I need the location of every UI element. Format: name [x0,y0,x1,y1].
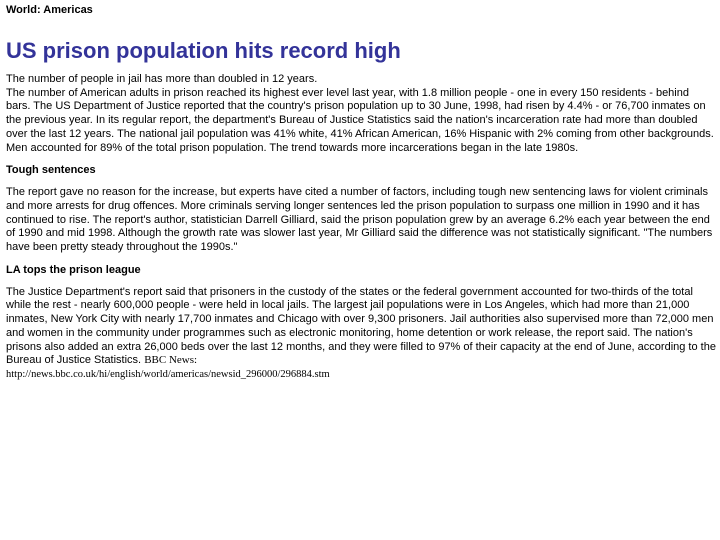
paragraph-la-tops [6,286,716,368]
section-label: World: Americas [6,4,93,16]
subheading-tough-sentences: Tough sentences [6,164,96,177]
source-url: http://news.bbc.co.uk/hi/english/world/americas/newsid_296000/296884.stm [6,368,330,380]
subheading-la-tops: LA tops the prison league [6,263,141,276]
page-title: US prison population hits record high [6,38,401,63]
intro-body: The number of American adults in prison reached its highest ever level last year, with 1.8 million people - one in every 150 residents - behind bars. The US Department of Justice reported that the country's prison population up to 30 June, 1998, had risen by 4.4% - or 76,700 inmates on the previous year. In its regular report, the department's Bureau of Justice Statistics said the nation's incarceration rate had more than doubled over the last 12 years. The national jail population was 41% white, 41% African American, 16% Hispanic with 2% coming from other backgrounds. Men accounted for 89% of the total prison population. The trend towards more incarcerations began in the late 1980s. [6,86,714,154]
paragraph-tough-sentences: The report gave no reason for the increase, but experts have cited a number of factors, including tough new sentencing laws for violent criminals and more arrests for drug offences. More criminals serving longer sentences led the prison population to surpass one million in 1990 and it has continued to rise. The report's author, statistician Darrell Gilliard, said the prison population grew by an average 6.2% each year between the end of 1990 and mid 1998. Although the growth rate was slower last year, Mr Gilliard said the difference was not statistically significant. "The numbers have been pretty steady throughout the 1990s." [6,186,713,254]
paragraph-la-tops-text: The Justice Department's report said that prisoners in the custody of the states or the federal government accounted for two-thirds of the total while the rest - nearly 600,000 people - were held in local jails. The largest jail populations were in Los Angeles, which had more than 21,000 inmates, New York City with nearly 17,700 inmates and Chicago with over 9,300 prisoners. Jail authorities also supervised more than 72,000 men and women in the community under programmes such as electronic monitoring, home detention or work release, the report said. The nation's prisons also added an extra 26,000 beds over the last 12 months, and they were filled to 97% of their capacity at the end of June, according to the Bureau of Justice Statistics. [6,285,716,367]
source-label: BBC News: [144,354,198,367]
intro-lead: The number of people in jail has more than doubled in 12 years. [6,73,318,85]
intro-paragraph [6,73,716,155]
